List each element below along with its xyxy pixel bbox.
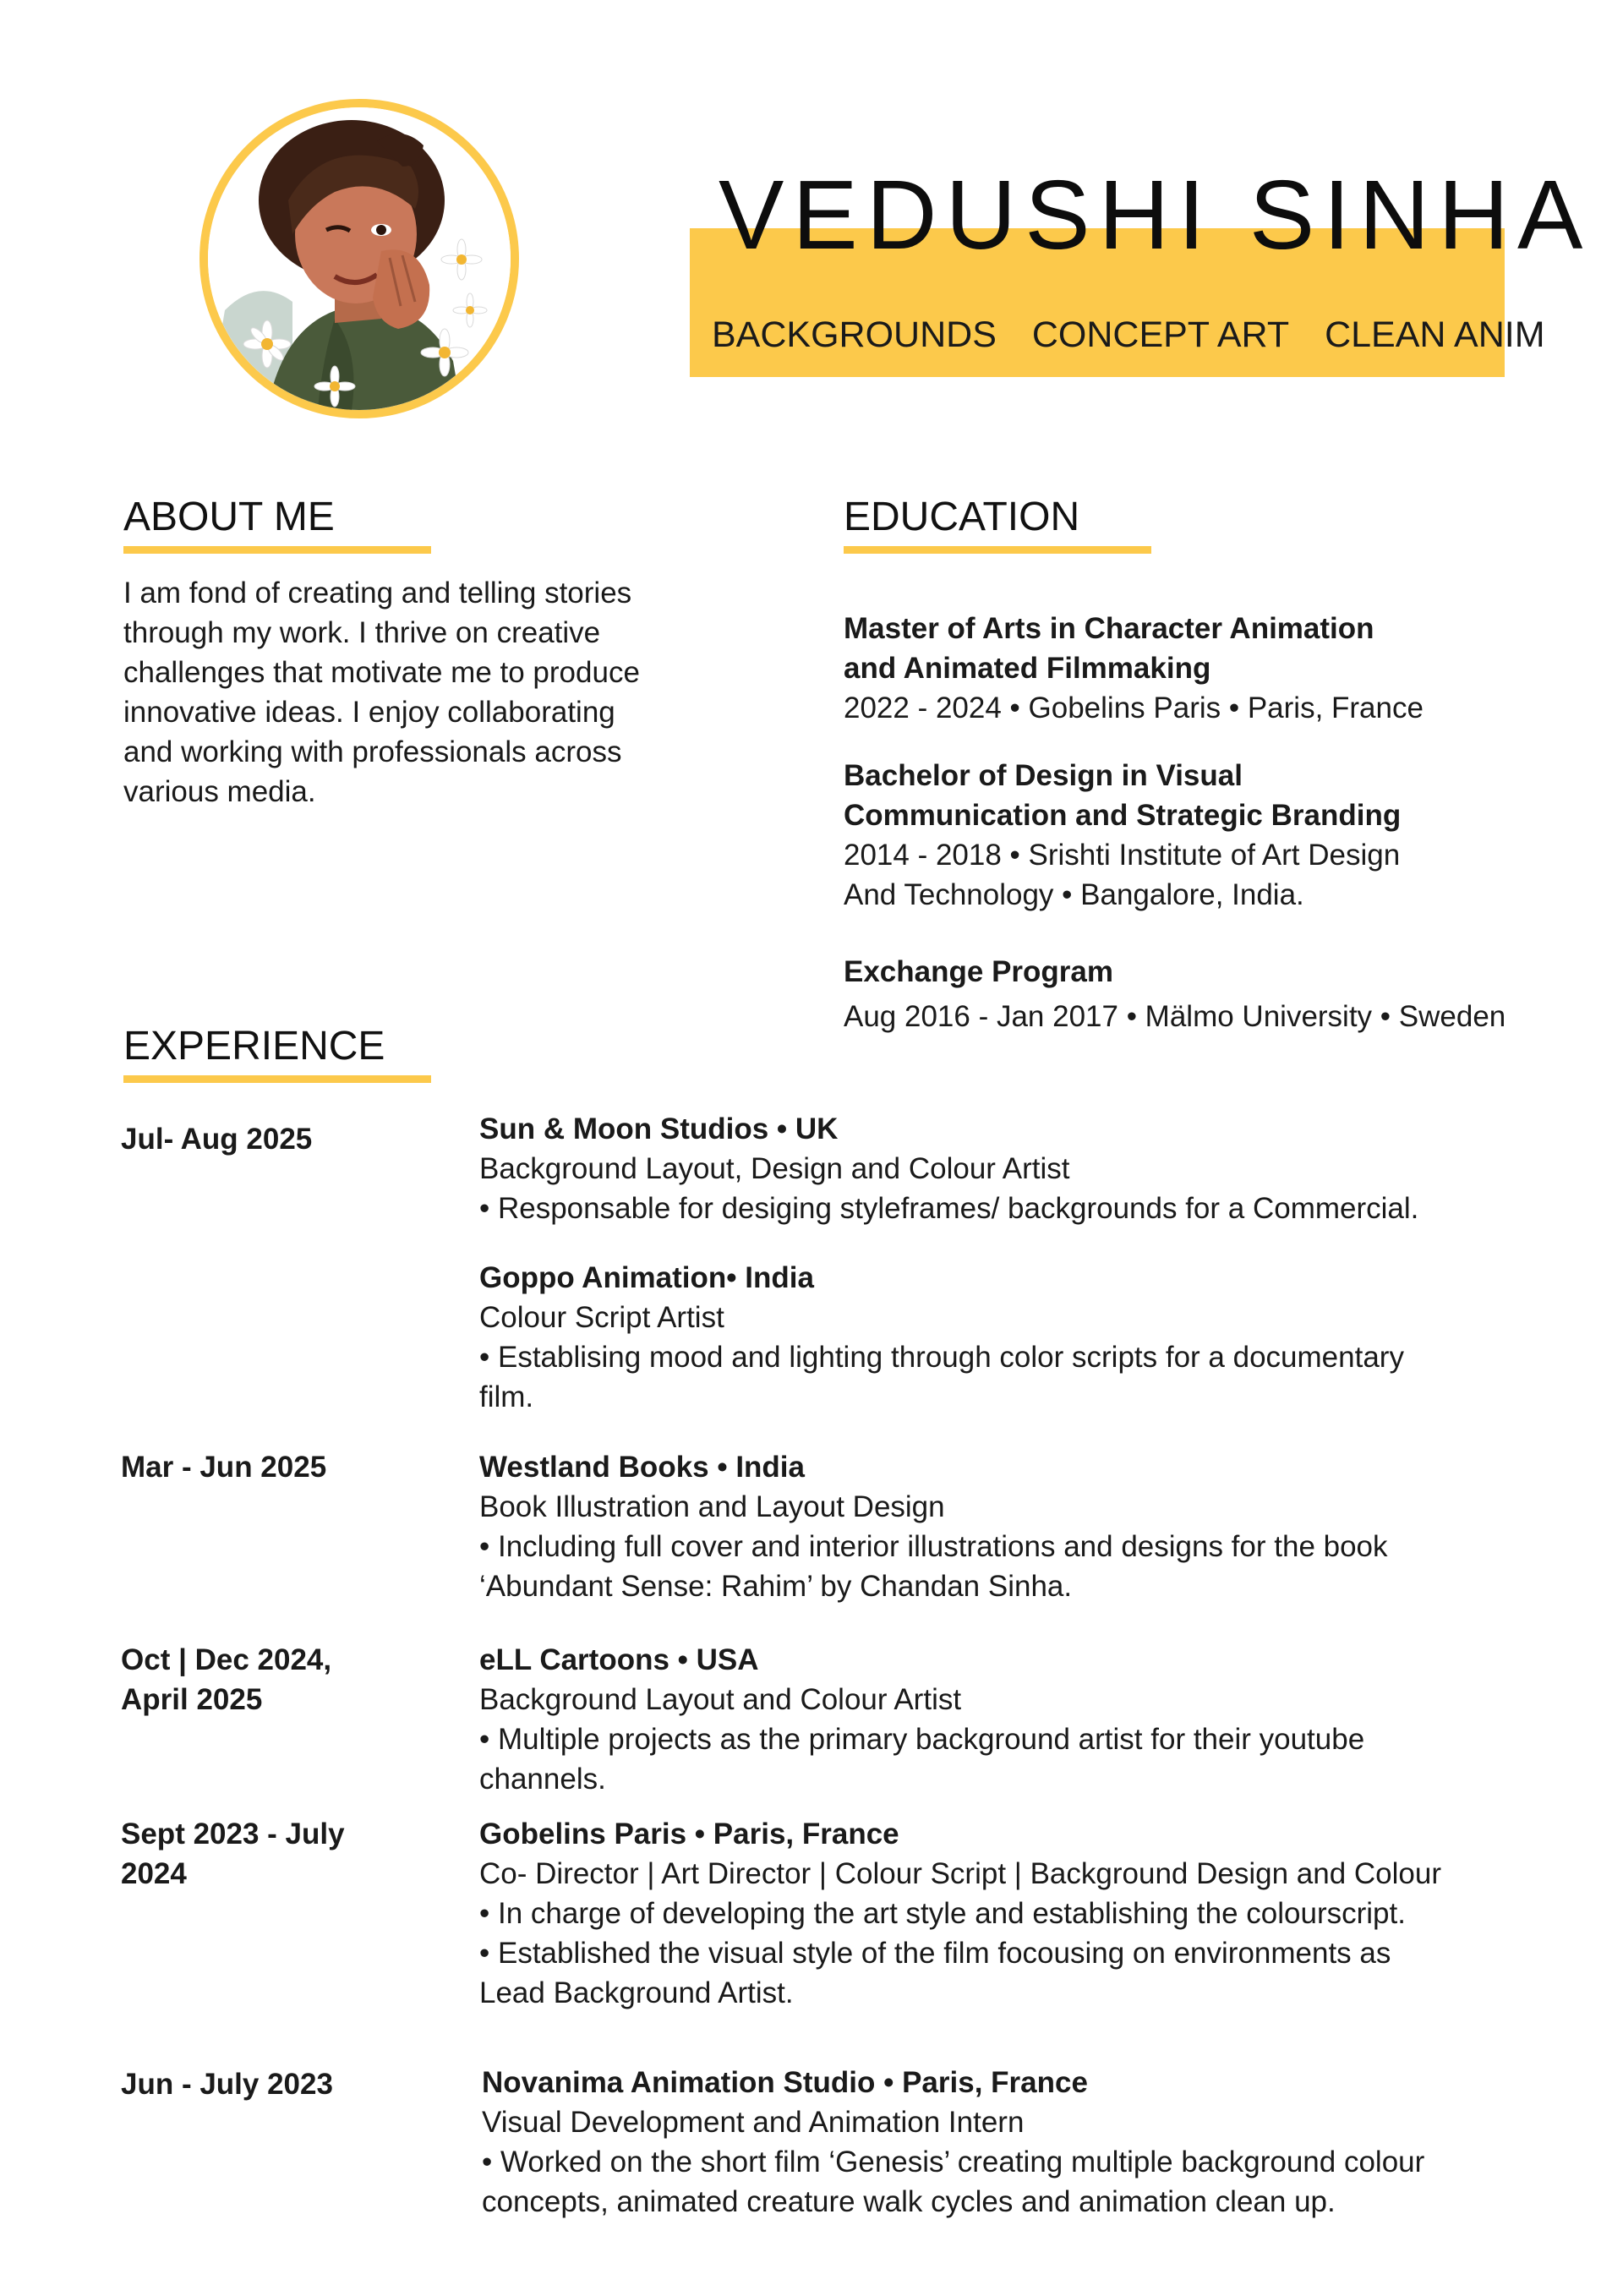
job-bullet: • Multiple projects as the primary background artist for their youtube bbox=[479, 1723, 1365, 1756]
date-line: Jun - July 2023 bbox=[121, 2068, 333, 2101]
date-line: April 2025 bbox=[121, 1683, 263, 1716]
job-bullet: Lead Background Artist. bbox=[479, 1976, 794, 2009]
experience-date bbox=[121, 2064, 442, 2104]
job-bullet: • Responsable for desiging styleframes/ backgrounds for a Commercial. bbox=[479, 1192, 1419, 1225]
degree-title: and Animated Filmmaking bbox=[844, 652, 1211, 685]
job-company: Gobelins Paris • Paris, France bbox=[479, 1818, 899, 1850]
job-role: Visual Development and Animation Intern bbox=[482, 2106, 1025, 2139]
about-heading-rule bbox=[123, 546, 431, 554]
date-line: Sept 2023 - July bbox=[121, 1818, 345, 1850]
job-bullet: channels. bbox=[479, 1763, 606, 1796]
job-role: Colour Script Artist bbox=[479, 1301, 724, 1334]
experience-date bbox=[121, 1447, 442, 1487]
degree-title: Exchange Program bbox=[844, 955, 1113, 988]
portrait-illustration bbox=[208, 107, 511, 410]
job-bullet: • Establising mood and lighting through color scripts for a documentary bbox=[479, 1341, 1404, 1374]
job-bullet: concepts, animated creature walk cycles and animation clean up. bbox=[482, 2185, 1336, 2218]
about-line: I am fond of creating and telling stories bbox=[123, 577, 632, 610]
specialty-tag: BACKGROUNDS bbox=[712, 314, 997, 355]
avatar bbox=[199, 99, 519, 418]
job-entry bbox=[479, 1447, 1595, 1606]
education-heading-rule bbox=[844, 546, 1151, 554]
education-heading: EDUCATION bbox=[844, 495, 1080, 539]
person-name: VEDUSHI SINHA bbox=[719, 160, 1592, 270]
degree-details: And Technology • Bangalore, India. bbox=[844, 878, 1304, 911]
job-company: Novanima Animation Studio • Paris, France bbox=[482, 2066, 1088, 2099]
job-company: Westland Books • India bbox=[479, 1451, 805, 1484]
degree-details: 2014 - 2018 • Srishti Institute of Art Design bbox=[844, 839, 1401, 872]
job-role: Co- Director | Art Director | Colour Script | Background Design and Colour bbox=[479, 1857, 1441, 1890]
job-entry bbox=[479, 1258, 1595, 1417]
job-company: eLL Cartoons • USA bbox=[479, 1643, 759, 1676]
job-entry bbox=[479, 1109, 1595, 1228]
job-company: Goppo Animation• India bbox=[479, 1261, 814, 1294]
date-line: Mar - Jun 2025 bbox=[121, 1451, 327, 1484]
job-bullet: • Worked on the short film ‘Genesis’ creating multiple background colour bbox=[482, 2146, 1425, 2178]
experience-date bbox=[121, 1640, 442, 1719]
about-line: various media. bbox=[123, 775, 316, 808]
date-line: 2024 bbox=[121, 1857, 187, 1890]
job-role: Book Illustration and Layout Design bbox=[479, 1490, 945, 1523]
date-line: Jul- Aug 2025 bbox=[121, 1123, 313, 1156]
date-line: Oct | Dec 2024, bbox=[121, 1643, 332, 1676]
degree-details: Aug 2016 - Jan 2017 • Mälmo University • Sweden bbox=[844, 1000, 1506, 1033]
education-entry bbox=[844, 952, 1587, 1036]
job-entry bbox=[479, 1814, 1595, 2013]
specialty-tag: CONCEPT ART bbox=[1031, 314, 1290, 355]
degree-title: Communication and Strategic Branding bbox=[844, 799, 1402, 832]
job-role: Background Layout and Colour Artist bbox=[479, 1683, 962, 1716]
job-company: Sun & Moon Studios • UK bbox=[479, 1112, 839, 1145]
job-bullet: • In charge of developing the art style and establishing the colourscript. bbox=[479, 1897, 1406, 1930]
about-text bbox=[123, 573, 732, 812]
specialty-tags bbox=[712, 314, 1545, 356]
about-line: innovative ideas. I enjoy collaborating bbox=[123, 696, 615, 729]
job-entry bbox=[479, 1640, 1595, 1799]
job-entry bbox=[482, 2063, 1598, 2222]
specialty-tag: CLEAN ANIM bbox=[1325, 314, 1545, 355]
experience-date bbox=[121, 1814, 442, 1894]
education-entry bbox=[844, 756, 1587, 915]
job-bullet: • Including full cover and interior illustrations and designs for the book bbox=[479, 1530, 1388, 1563]
job-role: Background Layout, Design and Colour Artist bbox=[479, 1152, 1070, 1185]
job-bullet: ‘Abundant Sense: Rahim’ by Chandan Sinha. bbox=[479, 1570, 1073, 1603]
about-line: through my work. I thrive on creative bbox=[123, 616, 601, 649]
experience-heading-rule bbox=[123, 1075, 431, 1083]
about-heading: ABOUT ME bbox=[123, 495, 335, 539]
job-bullet: film. bbox=[479, 1380, 534, 1413]
job-bullet: • Established the visual style of the film focousing on environments as bbox=[479, 1937, 1391, 1970]
education-entry bbox=[844, 609, 1587, 728]
experience-date bbox=[121, 1119, 442, 1159]
about-line: and working with professionals across bbox=[123, 735, 622, 768]
degree-title: Bachelor of Design in Visual bbox=[844, 759, 1243, 792]
degree-title: Master of Arts in Character Animation bbox=[844, 612, 1374, 645]
experience-heading: EXPERIENCE bbox=[123, 1024, 385, 1069]
degree-details: 2022 - 2024 • Gobelins Paris • Paris, France bbox=[844, 692, 1424, 724]
about-line: challenges that motivate me to produce bbox=[123, 656, 640, 689]
